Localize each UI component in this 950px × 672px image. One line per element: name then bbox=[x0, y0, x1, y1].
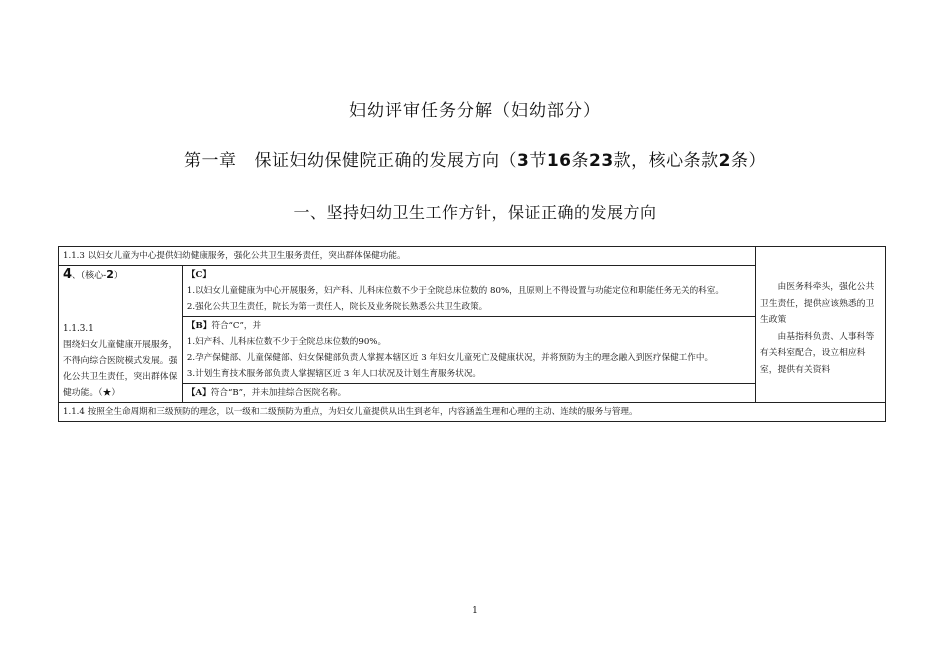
level-b-text: 符合“C”，并 bbox=[211, 321, 262, 331]
table-row bbox=[59, 247, 886, 266]
core-tag bbox=[80, 268, 123, 281]
chapter-sections-count: 3 bbox=[516, 151, 530, 171]
chapter-articles-count: 16 bbox=[546, 151, 572, 171]
item-number-sep: 、 bbox=[72, 271, 81, 281]
level-c-cell bbox=[182, 266, 755, 317]
section-title: 一、坚持妇幼卫生工作方针，保证正确的发展方向 bbox=[293, 203, 657, 222]
level-a-label: 【A】 bbox=[186, 388, 211, 398]
chapter-text-core: 条） bbox=[731, 151, 767, 171]
level-b-item: 3.计划生育技术服务部负责人掌握辖区近 3 年人口状况及计划生育服务状况。 bbox=[186, 369, 482, 379]
level-a-text: 符合“B”，并未加挂综合医院名称。 bbox=[210, 388, 347, 398]
level-b-cell bbox=[182, 317, 755, 384]
responsibility-item: 由基指科负责、人事科等有关科室配合，设立相应科室，提供有关资料 bbox=[759, 331, 875, 375]
level-c-item: 1.以妇女儿童健康为中心开展服务，妇产科、儿科床位数不少于全院总床位数的 80%，且原则上不得设置与功能定位和职能任务无关的科室。 bbox=[186, 286, 724, 296]
chapter-text-sections: 节 bbox=[529, 151, 547, 171]
responsibility-cell bbox=[755, 247, 885, 403]
page-number: 1 bbox=[472, 606, 478, 616]
core-prefix: （核心- bbox=[80, 271, 107, 281]
chapter-text-articles: 条 bbox=[571, 151, 589, 171]
table-row bbox=[59, 403, 886, 422]
core-number: 2 bbox=[106, 268, 114, 281]
article-114-header: 1.1.4 按照全生命周期和三级预防的理念，以一级和二级预防为重点，为妇女儿童提供从出生到老年，内容涵盖生理和心理的主动、连续的服务与管理。 bbox=[59, 403, 886, 422]
responsibility-item: 由医务科牵头，强化公共卫生责任，提供应该熟悉的卫生政策 bbox=[759, 282, 875, 325]
chapter-text-clauses: 款，核心条款 bbox=[613, 151, 719, 171]
chapter-clauses-count: 23 bbox=[589, 151, 614, 171]
document-title: 妇幼评审任务分解（妇幼部分） bbox=[349, 101, 601, 121]
level-c-item: 2.强化公共卫生责任，院长为第一责任人，院长及业务院长熟悉公共卫生政策。 bbox=[186, 302, 488, 312]
item-number: 4 bbox=[63, 267, 73, 282]
core-suffix: ） bbox=[113, 271, 123, 281]
level-b-item: 1.妇产科、儿科床位数不少于全院总床位数的90%。 bbox=[186, 337, 387, 347]
level-b-label: 【B】 bbox=[186, 321, 212, 331]
item-code: 1.1.3.1 bbox=[63, 324, 94, 334]
chapter-heading bbox=[0, 146, 950, 171]
level-c-label: 【C】 bbox=[186, 270, 211, 280]
article-113-header: 1.1.3 以妇女儿童为中心提供妇幼健康服务，强化公共卫生服务责任，突出群体保健功能。 bbox=[59, 247, 756, 266]
chapter-name: 第一章 bbox=[183, 151, 237, 171]
level-b-item: 2.孕产保健部、儿童保健部、妇女保健部负责人掌握本辖区近 3 年妇女儿童死亡及健康状况，并将预防为主的理念融入到医疗保健工作中。 bbox=[186, 353, 714, 363]
level-a-cell bbox=[182, 384, 755, 403]
item-cell bbox=[59, 266, 183, 403]
item-description: 围绕妇女儿童健康开展服务，不得向综合医院模式发展。强化公共卫生责任，突出群体保健功能。（★） bbox=[63, 340, 178, 398]
item-body bbox=[63, 321, 178, 401]
chapter-title-prefix: 保证妇幼保健院正确的发展方向（ bbox=[254, 151, 517, 171]
chapter-core-count: 2 bbox=[718, 151, 732, 171]
standards-table bbox=[58, 246, 886, 422]
